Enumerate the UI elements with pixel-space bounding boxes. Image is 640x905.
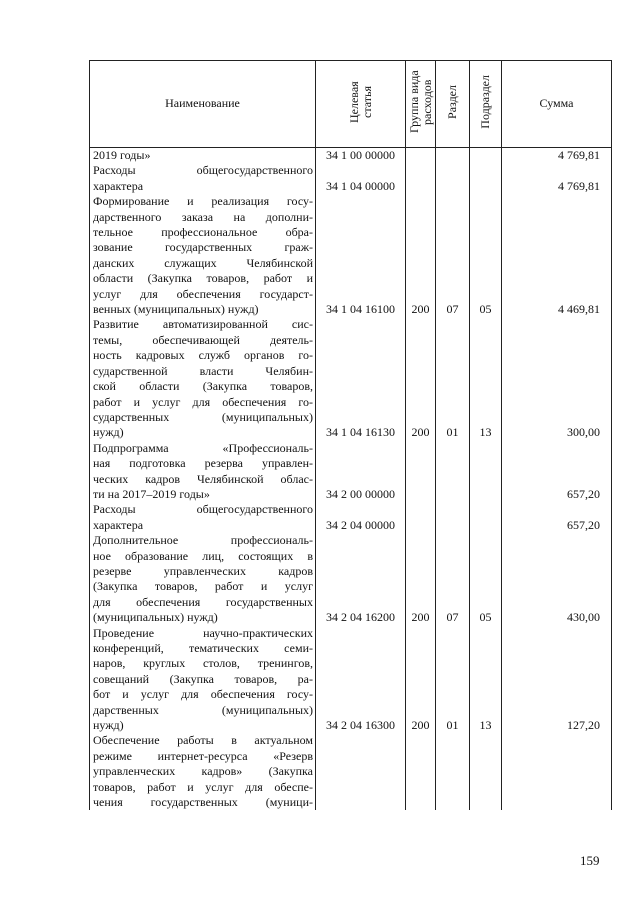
row-name-line: конференций, тематических семи- <box>93 641 313 655</box>
row-amount: 127,20 <box>502 626 612 734</box>
row-name-line: ской области (Закупка товаров, <box>93 379 313 394</box>
row-name-line: (Закупка товаров, работ и услуг <box>93 579 313 594</box>
row-name-line: зование государственных граж- <box>93 240 313 255</box>
row-expense-group <box>406 148 436 164</box>
row-name-line: ное образование лиц, состоящих в <box>93 548 313 563</box>
table-row <box>90 194 612 317</box>
header-subsection: Подраздел <box>470 61 502 148</box>
header-target-article: Целевая статья <box>316 61 406 148</box>
row-name-line: бот и услуг для обеспечения госу- <box>93 687 313 702</box>
row-target-article: 34 1 04 00000 <box>316 163 406 194</box>
row-name <box>90 533 316 625</box>
row-amount: 657,20 <box>502 502 612 533</box>
row-section <box>436 163 470 194</box>
row-target-article <box>316 733 406 810</box>
row-name-line: Обеспечение работы в актуальном <box>93 733 313 748</box>
row-target-article: 34 2 00 00000 <box>316 441 406 503</box>
row-name-line: Расходы общегосударственного <box>93 502 313 517</box>
row-name-line: сударственных (муниципальных) <box>93 409 313 424</box>
row-name-line: услуг для обеспечения государст- <box>93 286 313 301</box>
row-section <box>436 502 470 533</box>
budget-table <box>89 60 612 810</box>
row-subsection <box>470 163 502 194</box>
table-row <box>90 163 612 194</box>
table-row <box>90 148 612 164</box>
row-expense-group <box>406 502 436 533</box>
row-section <box>436 148 470 164</box>
row-name-line: нужд) <box>93 425 124 440</box>
page-number: 159 <box>580 853 600 868</box>
row-name-line: Развитие автоматизированной сис- <box>93 317 313 332</box>
row-subsection <box>470 502 502 533</box>
row-section: 07 <box>436 194 470 317</box>
row-section: 01 <box>436 317 470 440</box>
row-name <box>90 194 316 317</box>
row-name-line: 2019 годы» <box>93 148 151 162</box>
row-subsection <box>470 148 502 164</box>
row-amount: 4 469,81 <box>502 194 612 317</box>
row-name <box>90 502 316 533</box>
row-name-line: дарственного заказа на дополни- <box>93 209 313 224</box>
row-section: 07 <box>436 533 470 625</box>
table-body <box>90 148 612 811</box>
row-name-line: данских служащих Челябинской <box>93 255 313 270</box>
header-name: Наименование <box>90 61 316 148</box>
row-amount: 657,20 <box>502 441 612 503</box>
row-target-article: 34 2 04 16300 <box>316 626 406 734</box>
row-amount: 4 769,81 <box>502 148 612 164</box>
row-section: 01 <box>436 626 470 734</box>
row-name <box>90 733 316 810</box>
row-amount <box>502 733 612 810</box>
table-row <box>90 626 612 734</box>
header-amount: Сумма <box>502 61 612 148</box>
row-name-line: совещаний (Закупка товаров, ра- <box>93 671 313 686</box>
row-expense-group: 200 <box>406 533 436 625</box>
row-expense-group <box>406 441 436 503</box>
row-name-line: товаров, работ и услуг для обеспе- <box>93 779 313 794</box>
header-expense-group: Группа вида расходов <box>406 61 436 148</box>
row-target-article: 34 1 04 16100 <box>316 194 406 317</box>
row-name <box>90 163 316 194</box>
row-name-line: тельное профессиональное обра- <box>93 225 313 240</box>
row-subsection: 13 <box>470 317 502 440</box>
row-name-line: характера <box>93 517 144 532</box>
row-expense-group <box>406 163 436 194</box>
row-name-line: венных (муниципальных) нужд) <box>93 302 259 317</box>
row-name-line: Проведение научно-практических <box>93 625 313 640</box>
row-amount: 430,00 <box>502 533 612 625</box>
row-subsection: 05 <box>470 533 502 625</box>
row-name <box>90 317 316 440</box>
row-name-line: Расходы общегосударственного <box>93 163 313 178</box>
row-name-line: резерве управленческих кадров <box>93 563 313 578</box>
row-expense-group: 200 <box>406 194 436 317</box>
table-row <box>90 733 612 810</box>
row-name-line: нужд) <box>93 718 124 733</box>
row-amount: 4 769,81 <box>502 163 612 194</box>
row-expense-group <box>406 733 436 810</box>
row-name-line: ность кадровых служб органов го- <box>93 348 313 363</box>
row-name-line: дарственных (муниципальных) <box>93 702 313 717</box>
row-name <box>90 148 316 164</box>
row-target-article: 34 2 04 16200 <box>316 533 406 625</box>
row-name-line: ти на 2017–2019 годы» <box>93 486 210 501</box>
row-name-line: характера <box>93 178 144 193</box>
row-subsection <box>470 441 502 503</box>
row-target-article: 34 2 04 00000 <box>316 502 406 533</box>
row-name-line: (муниципальных) нужд) <box>93 610 218 625</box>
row-name-line: управленческих кадров» (Закупка <box>93 764 313 779</box>
header-section: Раздел <box>436 61 470 148</box>
row-name-line: работ и услуг для обеспечения го- <box>93 394 313 409</box>
row-section <box>436 441 470 503</box>
row-name-line: наров, круглых столов, тренингов, <box>93 656 313 671</box>
row-name-line: области (Закупка товаров, работ и <box>93 271 313 286</box>
row-expense-group: 200 <box>406 317 436 440</box>
table-row <box>90 441 612 503</box>
row-name-line: ческих кадров Челябинской облас- <box>93 471 313 486</box>
row-name-line: для обеспечения государственных <box>93 594 313 609</box>
row-subsection: 13 <box>470 626 502 734</box>
row-name-line: Дополнительное профессиональ- <box>93 533 313 548</box>
table-header-row <box>90 61 612 148</box>
row-section <box>436 733 470 810</box>
row-name-line: ная подготовка резерва управлен- <box>93 456 313 471</box>
row-target-article: 34 1 00 00000 <box>316 148 406 164</box>
row-name-line: Формирование и реализация госу- <box>93 194 313 209</box>
row-name-line: режиме интернет-ресурса «Резерв <box>93 748 313 763</box>
row-expense-group: 200 <box>406 626 436 734</box>
row-subsection <box>470 733 502 810</box>
row-name <box>90 441 316 503</box>
row-name-line: сударственной власти Челябин- <box>93 363 313 378</box>
row-amount: 300,00 <box>502 317 612 440</box>
table-row <box>90 502 612 533</box>
row-name-line: Подпрограмма «Профессиональ- <box>93 440 313 455</box>
row-name <box>90 626 316 734</box>
table-row <box>90 533 612 625</box>
row-subsection: 05 <box>470 194 502 317</box>
row-name-line: темы, обеспечивающей деятель- <box>93 332 313 347</box>
table-row <box>90 317 612 440</box>
row-target-article: 34 1 04 16130 <box>316 317 406 440</box>
row-name-line: чения государственных (муници- <box>93 795 313 810</box>
